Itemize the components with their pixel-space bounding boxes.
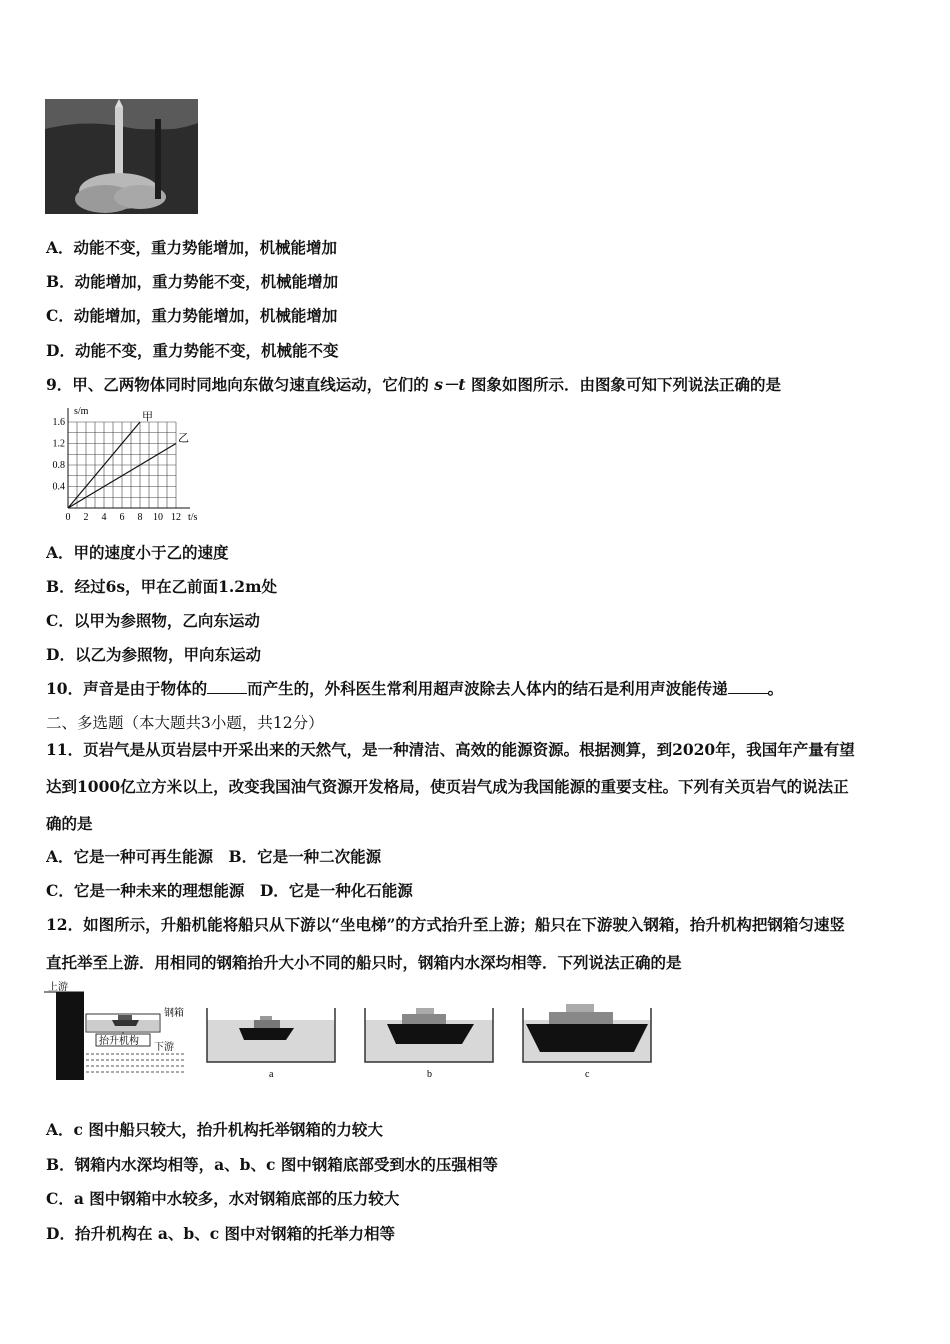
- q11-options-row-2: C．它是一种未来的理想能源 D．它是一种化石能源: [46, 881, 413, 900]
- y-tick-label: 0.4: [52, 481, 65, 493]
- x-tick-label: 2: [83, 512, 89, 523]
- q9-option-a: A．甲的速度小于乙的速度: [46, 543, 229, 562]
- q8-option-d: D．动能不变，重力势能不变，机械能不变: [46, 341, 339, 360]
- q10-stem: [46, 677, 783, 699]
- panel-b-label: b: [427, 1069, 432, 1080]
- q8-option-a: A．动能不变，重力势能增加，机械能增加: [46, 238, 338, 257]
- steel-box-label-1: 钢箱: [164, 1008, 184, 1019]
- lift-mechanism-label: 抬升机构: [99, 1036, 139, 1047]
- y-tick-label: 1.6: [52, 417, 65, 428]
- q12-line-1: 12．如图所示，升船机能将船只从下游以“坐电梯”的方式抬升至上游；船只在下游驶入钢箱，抬升机构把钢箱匀速竖: [46, 915, 845, 934]
- st-chart: [44, 404, 214, 526]
- panel-c-label: c: [585, 1069, 590, 1080]
- downstream-label: 下游: [154, 1042, 174, 1053]
- x-tick-label: 8: [137, 512, 143, 523]
- chart-grid: [68, 422, 176, 508]
- q12-option-a: A．c 图中船只较大，抬升机构托举钢箱的力较大: [46, 1120, 383, 1139]
- series-label-1: 甲: [142, 411, 153, 423]
- section-heading-multi-choice: 二、多选题（本大题共3小题，共12分）: [46, 714, 324, 732]
- x-tick-label: 0: [65, 512, 71, 523]
- panel-a-label: a: [269, 1069, 274, 1080]
- upstream-label: 上游: [48, 982, 68, 993]
- q8-option-b: B．动能增加，重力势能不变，机械能增加: [46, 272, 339, 291]
- q11-line-3: 确的是: [46, 814, 93, 833]
- series-label-2: 乙: [178, 432, 189, 445]
- q12-line-2: 直托举至上游．用相同的钢箱抬升大小不同的船只时，钢箱内水深均相等．下列说法正确的是: [46, 953, 682, 972]
- y-tick-label: 0.8: [52, 460, 65, 471]
- q12-option-d: D．抬升机构在 a、b、c 图中对钢箱的托举力相等: [46, 1224, 396, 1243]
- x-tick-label: 12: [171, 512, 181, 523]
- chart-axes: [65, 406, 198, 523]
- x-axis-label: t/s: [188, 512, 198, 523]
- panel-a: [207, 1008, 335, 1080]
- q10-part1: 10．声音是由于物体的: [46, 679, 208, 698]
- q9-stem-st: s－t: [434, 375, 466, 394]
- y-tick-label: 1.2: [52, 438, 65, 450]
- q9-option-c: C．以甲为参照物，乙向东运动: [46, 611, 260, 630]
- q10-part2: 而产生的，外科医生常利用超声波除去人体内的结石是利用声波能传递: [247, 679, 728, 698]
- q12-option-b: B．钢箱内水深均相等，a、b、c 图中钢箱底部受到水的压强相等: [46, 1155, 498, 1174]
- q11-line-2: 达到1000亿立方米以上，改变我国油气资源开发格局，使页岩气成为我国能源的重要支柱。下列有关页岩气的说法正: [46, 777, 849, 796]
- q11-line-1: 11．页岩气是从页岩层中开采出来的天然气，是一种清洁、高效的能源资源。根据测算，到2020年，我国年产量有望: [46, 740, 855, 759]
- ship-lift-figure: [44, 980, 658, 1084]
- q10-part3: 。: [767, 679, 784, 698]
- q9-option-d: D．以乙为参照物，甲向东运动: [46, 645, 261, 664]
- x-tick-label: 10: [153, 512, 163, 523]
- panel-b: [365, 1008, 493, 1080]
- q10-blank-2[interactable]: [728, 679, 768, 694]
- rocket-launch-image: [45, 99, 198, 214]
- ship-lift-diagram: [44, 980, 184, 1080]
- panel-c: [523, 1004, 651, 1080]
- q9-stem-post: 图象如图所示．由图象可知下列说法正确的是: [465, 375, 781, 394]
- x-tick-label: 4: [101, 512, 107, 523]
- q10-blank-1[interactable]: [207, 679, 247, 694]
- q9-stem: [46, 373, 781, 395]
- q12-option-c: C．a 图中钢箱中水较多，水对钢箱底部的压力较大: [46, 1189, 400, 1208]
- y-axis-label: s/m: [74, 406, 89, 417]
- q9-option-b: B．经过6s，甲在乙前面1.2m处: [46, 577, 277, 596]
- rocket-launch-photo: [45, 99, 198, 214]
- q8-option-c: C．动能增加，重力势能增加，机械能增加: [46, 306, 338, 325]
- q9-stem-pre: 9．甲、乙两物体同时同地向东做匀速直线运动，它们的: [46, 375, 435, 394]
- q11-options-row-1: A．它是一种可再生能源 B．它是一种二次能源: [46, 847, 382, 866]
- x-tick-label: 6: [119, 512, 125, 523]
